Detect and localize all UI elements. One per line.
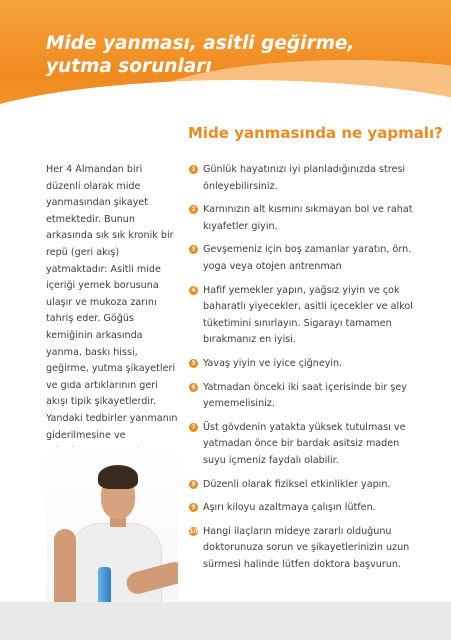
tip-text: Günlük hayatınızı iyi planladığınızda stresi önleyebilirsiniz. bbox=[203, 164, 406, 192]
tip-number-icon: 7 bbox=[189, 423, 198, 432]
tip-text: Düzenli olarak fiziksel etkinlikler yapın. bbox=[203, 478, 391, 490]
tip-item bbox=[189, 380, 421, 413]
tip-item bbox=[189, 283, 421, 349]
banner-swoosh bbox=[0, 80, 451, 130]
header-banner bbox=[0, 0, 451, 130]
tip-item bbox=[189, 524, 421, 574]
tip-number-icon: 9 bbox=[189, 503, 198, 512]
tip-text: Aşırı kiloyu azaltmaya çalışın lütfen. bbox=[203, 502, 376, 514]
tip-item bbox=[189, 420, 421, 470]
tip-number-icon: 5 bbox=[189, 359, 198, 368]
tip-text: Karnınızın alt kısmını sıkmayan bol ve rahat kıyafetler giyin. bbox=[203, 204, 413, 232]
tip-text: Yatmadan önceki iki saat içerisinde bir şey yememelisiniz. bbox=[203, 381, 407, 410]
tip-text: Gevşemeniz için boş zamanlar yaratın, örn. yoga veya otojen antrenman bbox=[203, 244, 412, 272]
tip-text: Üst gövdenin yatakta yüksek tutulması ve yatmadan önce bir bardak asitsiz maden suyu içmeniz faydalı olabilir. bbox=[203, 421, 406, 466]
tip-number-icon: 2 bbox=[189, 205, 198, 214]
tip-text: Hafif yemekler yapın, yağsız yiyin ve çok baharatlı yiyecekler, asitli içecekler ve alkol tüketimini sınırlayın. Sigarayı tamamen bırakmanız en iyisi. bbox=[203, 284, 413, 346]
intro-paragraph: Her 4 Almandan biri düzenli olarak mide yanmasından şikayet etmektedir. Bunun arkasında sık sık kronik bir repü (geri akış) yatmaktadır: Asitli mide içeriği yemek borusuna ulaşır ve mukoza zarını tahriş eder. Göğüs kemiğinin arkasında yanma, baskı hissi, geğirme, yutma şikayetleri ve gıda artıklarının geri akışı tipik şikayetlerdir. Yandaki tedbirler yanmanın giderilmesine ve bbox=[46, 164, 178, 441]
tip-text: Yavaş yiyin ve iyice çiğneyin. bbox=[203, 357, 343, 369]
photo-hair bbox=[98, 465, 138, 489]
tip-item bbox=[189, 356, 421, 373]
footer-band bbox=[0, 602, 451, 640]
section-heading: Mide yanmasında ne yapmalı? bbox=[188, 124, 443, 142]
tip-number-icon: 3 bbox=[189, 245, 198, 254]
tips-list bbox=[189, 162, 421, 573]
tip-text: Hangi ilaçların mideye zararlı olduğunu doktorunuza sorun ve şikayetlerinizin uzun sürmesi halinde lütfen doktora başvurun. bbox=[203, 525, 410, 570]
tip-number-icon: 1 bbox=[189, 165, 198, 174]
tip-number-icon: 10 bbox=[189, 527, 198, 535]
tip-item bbox=[189, 242, 421, 275]
tip-number-icon: 8 bbox=[189, 480, 198, 489]
tip-number-icon: 6 bbox=[189, 383, 198, 392]
tip-item bbox=[189, 500, 421, 517]
tip-number-icon: 4 bbox=[189, 286, 198, 295]
tip-item bbox=[189, 477, 421, 494]
tip-item bbox=[189, 162, 421, 195]
tip-item bbox=[189, 202, 421, 235]
page-title: Mide yanması, asitli geğirme, yutma sorunları bbox=[46, 33, 355, 77]
